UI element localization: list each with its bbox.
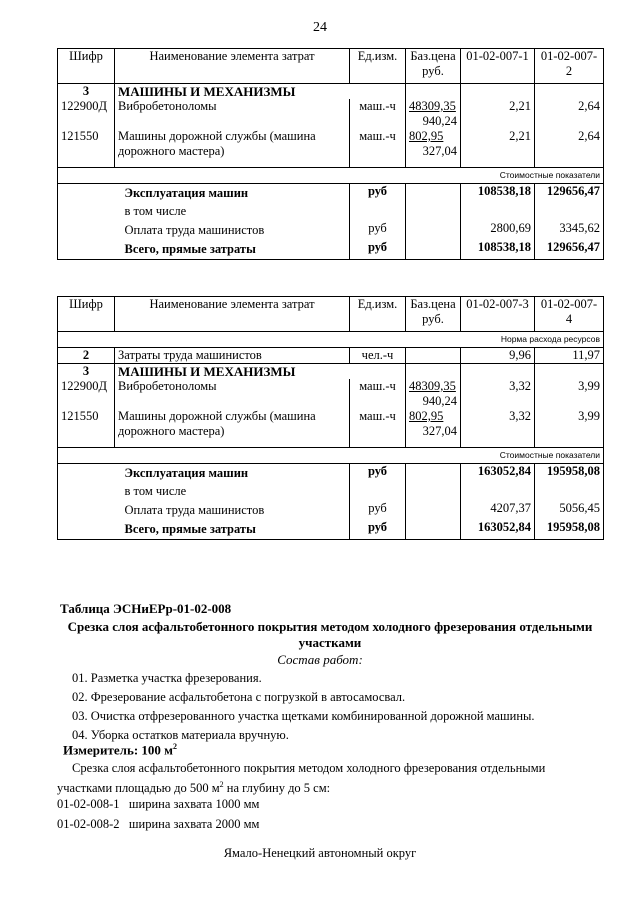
table-row: 122900Д Вибробетоноломы маш.-ч 48309,35 940,24 3,32 3,99: [58, 379, 604, 409]
list-item: 04. Уборка остатков материала вручную.: [72, 728, 289, 742]
header-name: Наименование элемента затрат: [115, 297, 350, 332]
summary-row: Эксплуатация машин руб 163052,84 195958,08: [58, 464, 604, 483]
header-unit: Ед.изм.: [350, 49, 406, 84]
header-name: Наименование элемента затрат: [115, 49, 350, 84]
header-col1: 01-02-007-3: [461, 297, 535, 332]
summary-row: Всего, прямые затраты руб 108538,18 129656,47: [58, 240, 604, 260]
header-col1: 01-02-007-1: [461, 49, 535, 84]
description-line1: Срезка слоя асфальтобетонного покрытия методом холодного фрезерования отдельными: [72, 761, 546, 775]
header-col2: 01-02-007-4: [535, 297, 604, 332]
list-item: 02. Фрезерование асфальтобетона с погрузкой в автосамосвал.: [72, 690, 406, 704]
header-code: Шифр: [58, 297, 115, 332]
footer: Ямало-Ненецкий автономный округ: [223, 846, 417, 860]
indicators-row: Стоимостные показатели: [58, 448, 604, 464]
header-price: Баз.цена руб.: [406, 297, 461, 332]
list-item: 01-02-008-2 ширина захвата 2000 мм: [57, 817, 260, 831]
composition-heading: Состав работ:: [277, 652, 363, 667]
summary-row: в том числе: [58, 202, 604, 221]
table-row: 121550 Машины дорожной службы (машина дорожного мастера) маш.-ч 802,95 327,04 2,21 2,64: [58, 129, 604, 168]
page-number: 24: [313, 20, 327, 35]
header-col2: 01-02-007-2: [535, 49, 604, 84]
table-header: [58, 49, 604, 84]
section-row: 3 МАШИНЫ И МЕХАНИЗМЫ: [58, 364, 604, 380]
works-list: [72, 670, 535, 744]
summary-row: Оплата труда машинистов руб 2800,69 3345,62: [58, 221, 604, 240]
header-unit: Ед.изм.: [350, 297, 406, 332]
section-title: Срезка слоя асфальтобетонного покрытия методом холодного фрезерования отдельными участками: [67, 619, 593, 650]
section-row: 3 МАШИНЫ И МЕХАНИЗМЫ: [58, 84, 604, 100]
list-item: 03. Очистка отфрезерованного участка щетками комбинированной дорожной машины.: [72, 709, 535, 723]
labor-row: 2 Затраты труда машинистов чел.-ч 9,96 11,97: [58, 348, 604, 364]
table-header: [58, 297, 604, 332]
table-label: Таблица ЭСНиЕРр-01-02-008: [60, 601, 232, 616]
table-row: 122900Д Вибробетоноломы маш.-ч 48309,35 940,24 2,21 2,64: [58, 99, 604, 129]
norm-row: Норма расхода ресурсов: [58, 332, 604, 348]
indicators-row: Стоимостные показатели: [58, 168, 604, 184]
list-item: 01-02-008-1 ширина захвата 1000 мм: [57, 797, 260, 811]
summary-row: в том числе: [58, 482, 604, 501]
cost-table-1: [57, 48, 604, 260]
table-row: 121550 Машины дорожной службы (машина дорожного мастера) маш.-ч 802,95 327,04 3,32 3,99: [58, 409, 604, 448]
item-list: [57, 796, 259, 833]
description-line2: участками площадью до 500 $м^2$ на глубину до 5 см:: [57, 780, 331, 796]
summary-row: Эксплуатация машин руб 108538,18 129656,47: [58, 184, 604, 203]
cost-table-2: [57, 296, 604, 540]
header-code: Шифр: [58, 49, 115, 84]
summary-row: Оплата труда машинистов руб 4207,37 5056,45: [58, 501, 604, 520]
summary-row: Всего, прямые затраты руб 163052,84 195958,08: [58, 520, 604, 540]
header-price: Баз.цена руб.: [406, 49, 461, 84]
list-item: 01. Разметка участка фрезерования.: [72, 671, 262, 685]
meter-label: Измеритель: 100 $м^2$: [63, 742, 178, 758]
